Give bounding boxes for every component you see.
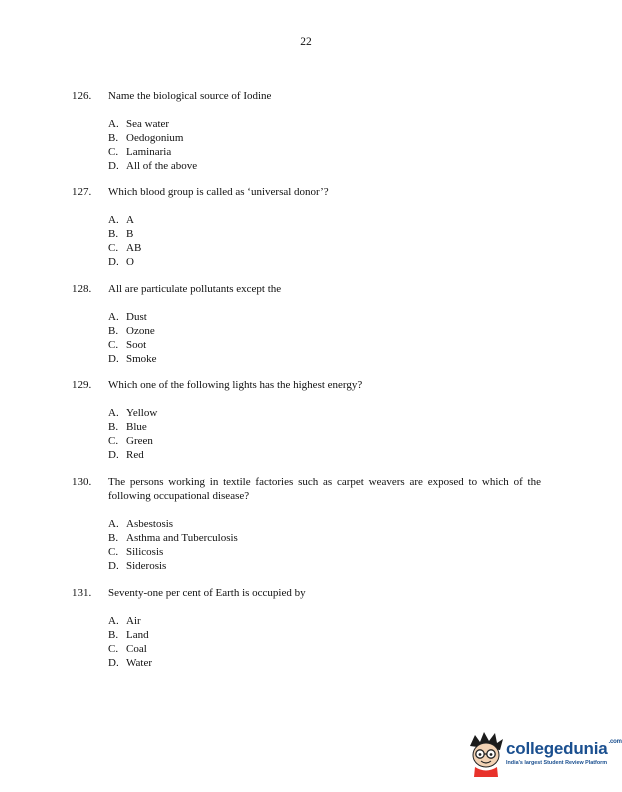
option-c: C. Green — [108, 435, 153, 447]
option-b: B. Blue — [108, 421, 147, 433]
question-text: Which blood group is called as ‘universal donor’? — [108, 186, 329, 198]
option-b: B. Ozone — [108, 325, 155, 337]
option-c: C. Laminaria — [108, 146, 172, 158]
option-b: B. Oedogonium — [108, 132, 184, 144]
option-a: A. Sea water — [108, 118, 170, 130]
question-number: 129. — [72, 379, 92, 391]
option-d: D. Siderosis — [108, 560, 167, 572]
question-number: 130. — [72, 476, 92, 488]
option-a: A. Yellow — [108, 407, 158, 419]
option-c: C. Silicosis — [108, 546, 164, 558]
option-d: D. All of the above — [108, 160, 198, 172]
options-list — [108, 117, 197, 173]
question-text: Which one of the following lights has the highest energy? — [108, 379, 363, 391]
option-c: C. AB — [108, 242, 142, 254]
option-d: D. O — [108, 256, 134, 268]
question-number: 128. — [72, 283, 92, 295]
option-b: B. B — [108, 228, 134, 240]
option-a: A. Air — [108, 615, 141, 627]
question-text: Name the biological source of Iodine — [108, 90, 272, 102]
logo-tagline: India's largest Student Review Platform — [506, 760, 608, 766]
question-number: 131. — [72, 587, 92, 599]
question-text: All are particulate pollutants except the — [108, 283, 282, 295]
option-d: D. Red — [108, 449, 144, 461]
options-list — [108, 517, 238, 573]
options-list — [108, 614, 152, 670]
option-c: C. Soot — [108, 339, 147, 351]
options-list — [108, 213, 141, 269]
question-text: The persons working in textile factories such as carpet weavers are exposed to which of the following occupational disease? — [108, 476, 541, 502]
options-list — [108, 310, 157, 366]
options-list — [108, 406, 157, 462]
option-c: C. Coal — [108, 643, 147, 655]
page-number: 22 — [300, 36, 312, 48]
mascot-icon — [466, 730, 506, 778]
option-d: D. Smoke — [108, 353, 157, 365]
collegedunia-logo — [466, 730, 622, 780]
question-text: Seventy-one per cent of Earth is occupied by — [108, 587, 306, 599]
option-b: B. Asthma and Tuberculosis — [108, 532, 238, 544]
question-number: 126. — [72, 90, 92, 102]
logo-wordmark: collegedunia$^{.com}$ — [506, 739, 622, 758]
option-a: A. A — [108, 214, 134, 226]
option-b: B. Land — [108, 629, 149, 641]
option-a: A. Asbestosis — [108, 518, 174, 530]
option-a: A. Dust — [108, 311, 147, 323]
option-d: D. Water — [108, 657, 152, 669]
question-number: 127. — [72, 186, 92, 198]
